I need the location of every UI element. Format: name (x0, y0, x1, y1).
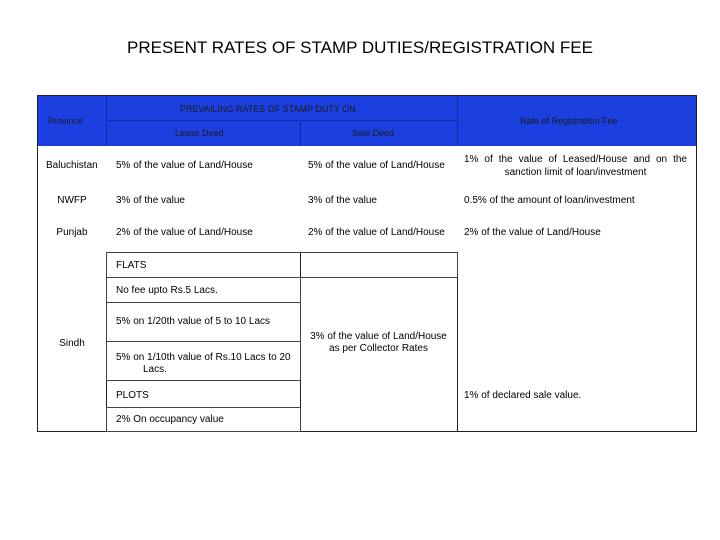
sindh-rate-20th: 5% on 1/20th value of 5 to 10 Lacs (116, 316, 270, 327)
lease-nwfp: 3% of the value (116, 195, 185, 206)
sindh-box-occupancy (106, 407, 301, 432)
sindh-plots: PLOTS (116, 390, 149, 401)
sindh-divider-v3 (457, 252, 458, 432)
sindh-sale-line1: 3% of the value of Land/House (310, 331, 447, 342)
header-prevailing: PREVAILING RATES OF STAMP DUTY ON (180, 104, 356, 114)
sindh-fee: 1% of declared sale value. (464, 390, 582, 401)
province-nwfp: NWFP (57, 195, 87, 206)
sindh-box-rate-10th (106, 341, 301, 381)
sindh-no-fee: No fee upto Rs.5 Lacs. (116, 285, 218, 296)
sindh-rate-10th-line1: 5% on 1/10th value of Rs.10 Lacs to 20 (116, 352, 291, 363)
sindh-occupancy: 2% On occupancy value (116, 414, 224, 425)
sindh-sale-line2: as per Collector Rates (329, 343, 428, 354)
sale-punjab: 2% of the value of Land/House (308, 227, 445, 238)
header-province: Province (48, 116, 84, 126)
header-divider-v1 (106, 96, 107, 146)
header-registration-fee: Rate of Registration Fee (520, 116, 618, 126)
sindh-flats: FLATS (116, 260, 147, 271)
fee-punjab: 2% of the value of Land/House (464, 227, 601, 238)
fee-baluchistan-line1: 1% of the value of Leased/House and on the (464, 154, 687, 165)
header-lease-deed: Lease Deed (175, 128, 224, 138)
fee-baluchistan-line2: sanction limit of loan/investment (504, 167, 647, 178)
fee-nwfp: 0.5% of the amount of loan/investment (464, 195, 635, 206)
sale-nwfp: 3% of the value (308, 195, 377, 206)
sindh-box-no-fee (106, 277, 301, 303)
province-baluchistan: Baluchistan (46, 160, 98, 171)
sale-baluchistan: 5% of the value of Land/House (308, 160, 445, 171)
table-border-left (37, 95, 38, 432)
table-border-right (696, 95, 697, 432)
sindh-rate-10th-line2: Lacs. (143, 364, 167, 375)
table-border-top (37, 95, 697, 96)
lease-punjab: 2% of the value of Land/House (116, 227, 253, 238)
page-title: PRESENT RATES OF STAMP DUTIES/REGISTRATION FEE (127, 38, 593, 57)
lease-baluchistan: 5% of the value of Land/House (116, 160, 253, 171)
sindh-box-flats (106, 252, 458, 278)
province-sindh: Sindh (59, 338, 85, 349)
header-divider-v3 (300, 120, 301, 146)
sindh-box-rate-20th (106, 302, 301, 342)
province-punjab: Punjab (56, 227, 88, 238)
header-divider-v2 (457, 96, 458, 146)
header-sale-deed: Sale Deed (352, 128, 395, 138)
header-divider-h (106, 120, 457, 121)
